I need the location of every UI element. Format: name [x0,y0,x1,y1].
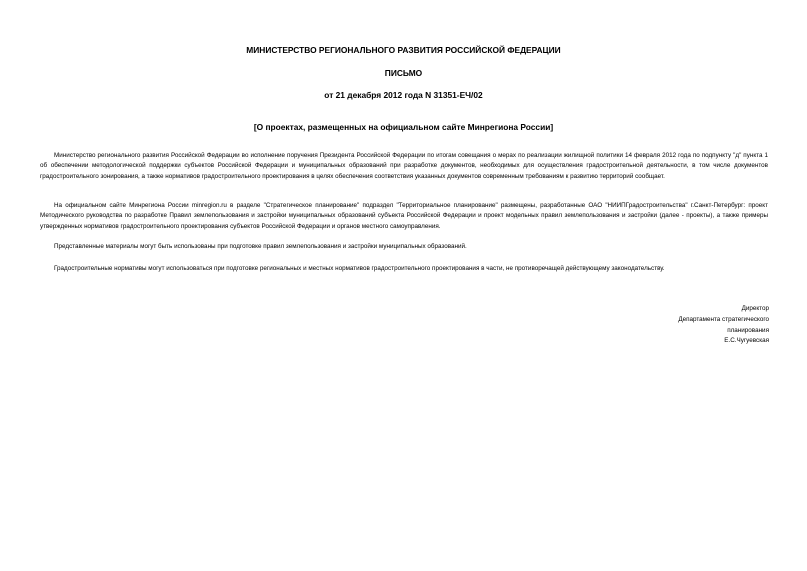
signatory-name: Е.С.Чугуевская [724,337,769,345]
signature-block [609,304,769,347]
document-date-number: от 21 декабря 2012 года N 31351-ЕЧ/02 [324,90,483,100]
signatory-position: Директор [741,305,769,312]
paragraph: Градостроительные нормативы могут использоваться при подготовке региональных и местных нормативов градостроительного проектирования в части, не противоречащей действующему законодательству. [54,265,665,272]
signatory-department-cont: планирования [727,326,769,334]
paragraph: На официальном сайте Минрегиона России minregion.ru в разделе "Стратегическое планирование" подраздел "Территориальное планирование" размещены, разработанные ОАО "НИИПГрадостроительства" г.Санкт-Петербург: проект Методического руководства по разработке Правил землепользования и застройки муниципальных образований субъекта Российской Федерации и проект модельных правил землепользования и застройки (далее - проекты), а также примеры утвержденных нормативов градостроительного проектирования субъектов Российской Федерации и органов местного самоуправления. [40,202,768,230]
signatory-department: Департамента стратегического [678,315,769,323]
document-subject: [О проектах, размещенных на официальном сайте Минрегиона России] [253,122,554,132]
paragraph: Министерство регионального развития Российской Федерации во исполнение поручения Президента Российской Федерации по итогам совещания о мерах по реализации жилищной политики 14 февраля 2012 года по подпункту "д" пункта 1 об обеспечении методологической поддержки субъектов Российской Федерации и муниципальных образований при разработке документов, необходимых для осуществления градостроительной деятельности, в том числе документов градостроительного зонирования, а также нормативов градостроительного проектирования в целях обеспечения соответствия указанных документов современным требованиям к развитию территорий сообщает. [40,152,768,180]
paragraph: Представленные материалы могут быть использованы при подготовке правил землепользования и застройки муниципальных образований. [54,243,467,250]
document-type: ПИСЬМО [384,68,423,78]
ministry-title: МИНИСТЕРСТВО РЕГИОНАЛЬНОГО РАЗВИТИЯ РОССИЙСКОЙ ФЕДЕРАЦИИ [246,45,561,55]
